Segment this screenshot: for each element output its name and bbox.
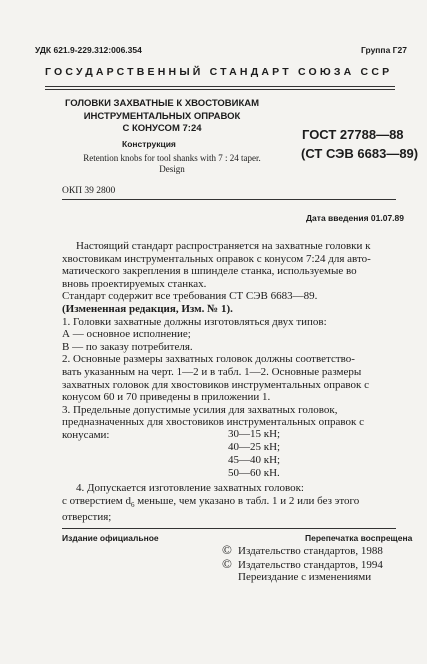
body-line: матического закрепления в шпинделе станка, используемые во: [62, 265, 357, 278]
state-standard-heading: ГОСУДАРСТВЕННЫЙ СТАНДАРТ СОЮЗА ССР: [45, 66, 393, 78]
body-line: вновь проектируемых станках.: [62, 277, 207, 290]
body-line: 3. Предельные допустимые усилия для захватных головок,: [62, 403, 338, 416]
reprint-prohibited: Перепечатка воспрещена: [305, 533, 413, 543]
header-rule-thin: [45, 89, 395, 90]
body-line: конусом 60 и 70 приведены в приложении 1.: [62, 391, 271, 404]
body-line: Настоящий стандарт распространяется на захватные головки к: [76, 240, 371, 252]
publisher-line: [222, 555, 383, 572]
english-title-line: Design: [159, 164, 185, 174]
st-sev-number: (СТ СЭВ 6683—89): [301, 146, 419, 161]
udk-code: УДК 621.9-229.312:006.354: [35, 45, 142, 55]
body-line: предназначенных для хвостовиков инструментальных оправок с: [62, 416, 364, 429]
publisher-1994: Издательство стандартов, 1994: [238, 558, 383, 571]
body-line: (Измененная редакция, Изм. № 1).: [62, 302, 233, 315]
gost-number: ГОСТ 27788—88: [302, 127, 404, 142]
title-line: С КОНУСОМ 7:24: [122, 123, 202, 134]
body-line: В — по заказу потребителя.: [62, 340, 193, 353]
okp-rule: [62, 199, 396, 200]
body-line: вать указанным на черт. 1—2 и в табл. 1—2. Основные размеры: [62, 365, 362, 378]
force-value: 40—25 кН;: [228, 441, 281, 453]
group-code: Группа Г27: [361, 45, 407, 55]
official-edition: Издание официальное: [62, 533, 159, 543]
body-line: 1. Головки захватные должны изготовляться двух типов:: [62, 315, 327, 328]
force-values: [228, 428, 280, 480]
body-tail: [62, 482, 359, 524]
force-value: 45—40 кН;: [228, 454, 281, 466]
body-line: захватных головок для хвостовиков инструментальных оправок с: [62, 378, 370, 391]
publisher-block: [222, 544, 383, 584]
reissue-note: Переиздание с изменениями: [238, 571, 372, 583]
hole-text-rest: меньше, чем указано в табл. 1 и 2 или без этого: [134, 494, 360, 507]
okp-code: ОКП 39 2800: [62, 186, 116, 196]
footer-rule: [62, 528, 396, 529]
standard-body: [62, 240, 396, 442]
body-line: 4. Допускается изготовление захватных головок:: [76, 482, 304, 494]
document-title: [62, 98, 262, 136]
construction-label: Конструкция: [122, 139, 176, 149]
introduction-date: Дата введения 01.07.89: [306, 213, 404, 223]
hole-subscript: 6: [130, 500, 135, 509]
publisher-line: [222, 544, 383, 558]
body-line: А — основное исполнение;: [62, 328, 191, 341]
body-line: конусами:: [62, 428, 110, 441]
publisher-1988: Издательство стандартов, 1988: [238, 545, 383, 557]
copyright-icon: ©: [222, 555, 232, 571]
force-value: 50—60 кН.: [228, 467, 280, 479]
force-value: 30—15 кН;: [228, 428, 281, 440]
title-line: ИНСТРУМЕНТАЛЬНЫХ ОПРАВОК: [83, 110, 241, 122]
hole-text: с отверстием d: [62, 494, 131, 507]
title-line: ГОЛОВКИ ЗАХВАТНЫЕ К ХВОСТОВИКАМ: [64, 98, 260, 109]
english-title: [62, 153, 282, 175]
body-line: [62, 495, 359, 512]
body-line: Стандарт содержит все требования СТ СЭВ 6683—89.: [62, 290, 318, 303]
body-line: отверстия;: [62, 511, 112, 524]
english-title-line: Retention knobs for tool shanks with 7 : 24 taper.: [83, 153, 261, 163]
body-line: 2. Основные размеры захватных головок должны соответство-: [62, 353, 355, 366]
copyright-icon: ©: [222, 542, 232, 557]
body-line: хвостовикам инструментальных оправок с конусом 7:24 для авто-: [62, 252, 371, 265]
header-rule-thick: [45, 86, 395, 87]
